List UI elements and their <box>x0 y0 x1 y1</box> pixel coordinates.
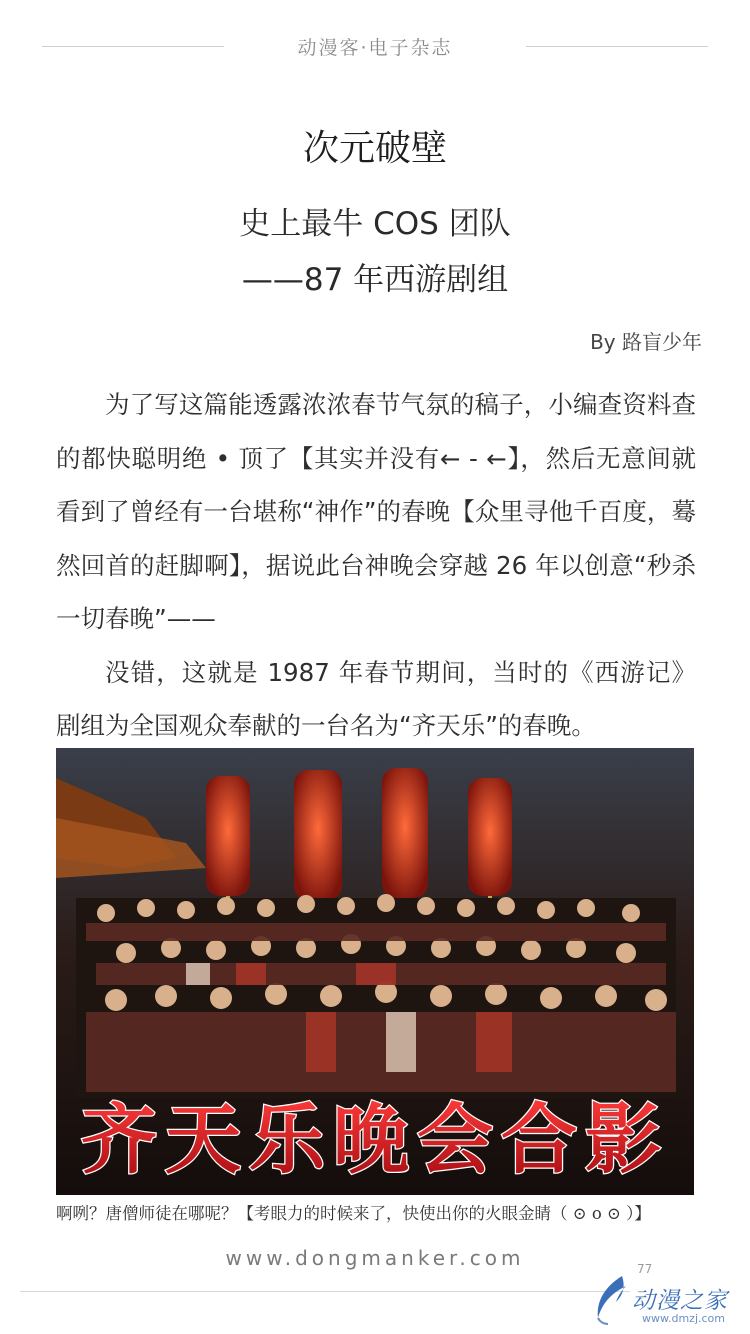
article-body <box>56 378 696 753</box>
logo-text: 动漫之家 <box>632 1288 728 1314</box>
article-title: 次元破壁 <box>302 128 447 169</box>
group-photo-illustration <box>56 748 694 1195</box>
article-subtitle-line2: ——87 年西游剧组 <box>241 262 509 298</box>
photo-caption: 啊咧？唐僧师徒在哪呢？【考眼力的时候来了，快使出你的火眼金睛（ ⊙ o ⊙ ）】 <box>56 1204 651 1223</box>
page-number: 77 <box>637 1262 653 1276</box>
magazine-header <box>0 28 750 68</box>
header-rule-right <box>526 46 708 47</box>
article-subtitle-line1: 史上最牛 COS 团队 <box>239 206 511 242</box>
logo-leaf-icon <box>592 1274 630 1326</box>
magazine-name: 动漫客·电子杂志 <box>297 37 453 59</box>
paragraph-2: 没错，这就是 1987 年春节期间，当时的《西游记》剧组为全国观众奉献的一台名为“齐天乐”的春晚。 <box>56 657 696 740</box>
footer-rule <box>20 1291 630 1292</box>
group-photo <box>56 748 694 1195</box>
crowd <box>76 894 676 1098</box>
photo-overlay-text: 齐天乐晚会合影 <box>81 1095 669 1184</box>
paragraph-1: 为了写这篇能透露浓浓春节气氛的稿子，小编查资料查的都快聪明绝 • 顶了【其实并没有← - ←】，然后无意间就看到了曾经有一台堪称“神作”的春晚【众里寻他千百度，蓦然回首的赶脚啊】，据说此台神晚会穿越 26 年以创意“秒杀一切春晚”—— <box>56 390 696 633</box>
logo-url: www.dmzj.com <box>642 1312 725 1325</box>
website-url[interactable]: www.dongmanker.com <box>225 1246 525 1270</box>
article-byline: By 路盲少年 <box>590 330 702 354</box>
site-logo[interactable] <box>590 1270 750 1334</box>
